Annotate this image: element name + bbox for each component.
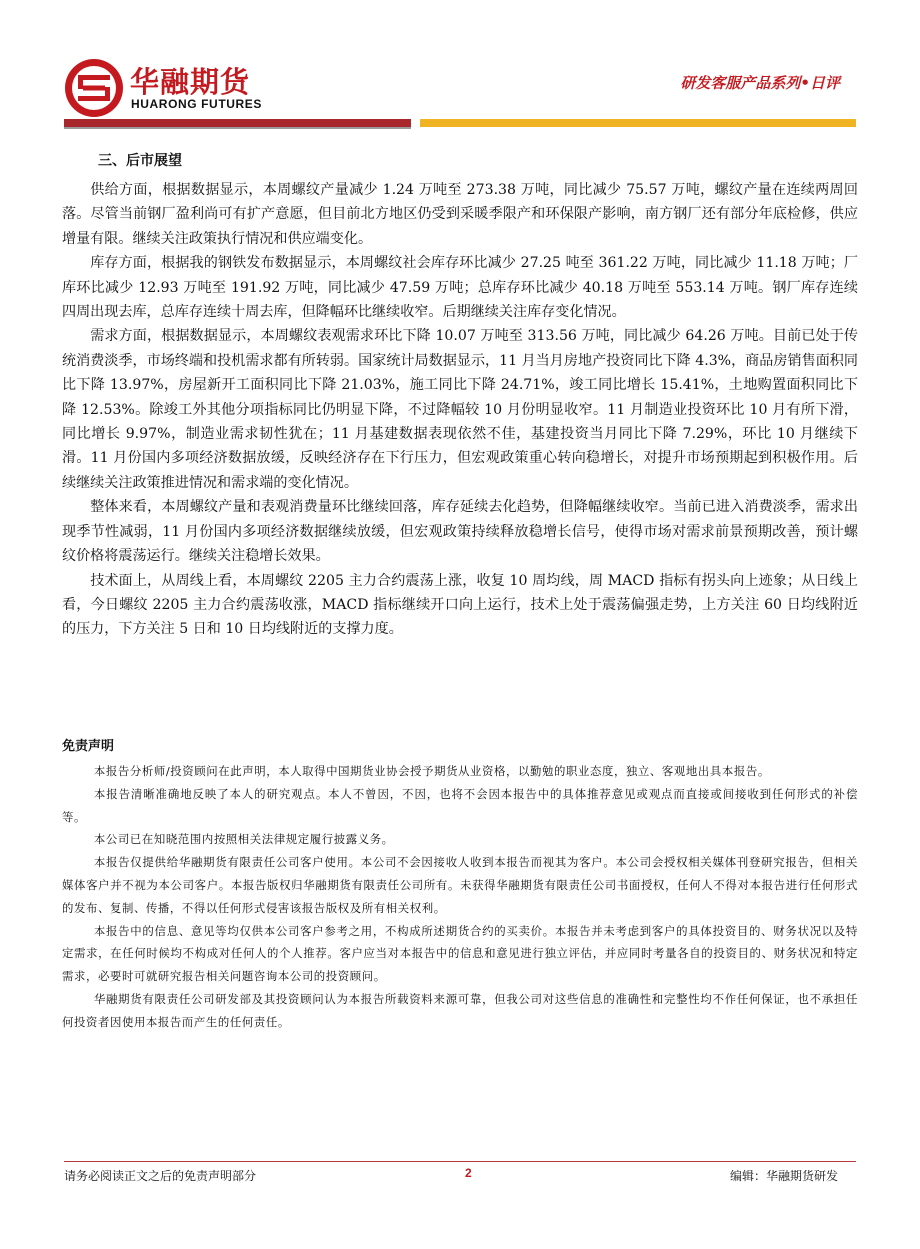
disclaimer-paragraph: 本报告中的信息、意见等均仅供本公司客户参考之用，不构成所述期货合约的买卖价。本报告并未考虑到客户的具体投资目的、财务状况以及特定需求，在任何时候均不构成对任何人的个人推荐。客户应当对本报告中的信息和意见进行独立评估，并应同时考量各自的投资目的、财务状况和特定需求，必要时可就研究报告相关问题咨询本公司的投资顾问。 bbox=[62, 923, 858, 984]
paragraph-inventory: 库存方面，根据我的钢铁发布数据显示，本周螺纹社会库存环比减少 27.25 吨至 361.22 万吨，同比减少 11.18 万吨；厂库环比减少 12.93 万吨至 191.92 万吨，同比减少 47.59 万吨；总库存环比减少 40.18 万吨至 553.14 万吨。钢厂库存连续四周出现去库，总库存连续十周去库，但降幅环比继续收窄。后期继续关注库存变化情况。 bbox=[62, 255, 858, 321]
brand-name-en: HUARONG FUTURES bbox=[131, 97, 262, 111]
page-number: 2 bbox=[465, 1166, 472, 1180]
footer-editor: 编辑：华融期货研发 bbox=[729, 1169, 838, 1183]
huarong-logo-icon bbox=[64, 58, 124, 118]
header-underline bbox=[64, 127, 411, 129]
disclaimer-paragraph: 本报告仅提供给华融期货有限责任公司客户使用。本公司不会因接收人收到本报告而视其为客户。本公司会授权相关媒体刊登研究报告，但相关媒体客户并不视为本公司客户。本报告版权归华融期货有限责任公司所有。未获得华融期货有限责任公司书面授权，任何人不得对本报告进行任何形式的发布、复制、传播，不得以任何形式侵害该报告版权及所有相关权利。 bbox=[62, 855, 858, 915]
paragraph-overall: 整体来看，本周螺纹产量和表观消费量环比继续回落，库存延续去化趋势，但降幅继续收窄。当前已进入消费淡季，需求出现季节性减弱，11 月份国内多项经济数据继续放缓，但宏观政策持续释放稳增长信号，使得市场对需求前景预期改善，预计螺纹价格将震荡运行。继续关注稳增长效果。 bbox=[62, 499, 858, 565]
brand-name-cn: 华融期货 bbox=[130, 65, 251, 99]
paragraph-supply: 供给方面，根据数据显示，本周螺纹产量减少 1.24 万吨至 273.38 万吨，同比减少 75.57 万吨，螺纹产量在连续两周回落。尽管当前钢厂盈利尚可有扩产意愿，但目前北方地区仍受到采暖季限产和环保限产影响，南方钢厂还有部分年底检修，供应增量有限。继续关注政策执行情况和供应端变化。 bbox=[62, 182, 858, 247]
header-bar-gold bbox=[420, 119, 856, 127]
page-header bbox=[0, 0, 920, 130]
disclaimer-paragraph: 本报告分析师/投资顾问在此声明，本人取得中国期货业协会授予期货从业资格，以勤勉的职业态度，独立、客观地出具本报告。 bbox=[93, 764, 770, 778]
footer-divider bbox=[64, 1161, 856, 1162]
report-series: 研发客服产品系列•日评 bbox=[680, 74, 840, 92]
disclaimer-title: 免责声明 bbox=[62, 739, 115, 754]
section-title: 三、后市展望 bbox=[98, 153, 182, 169]
paragraph-demand: 需求方面，根据数据显示，本周螺纹表观需求环比下降 10.07 万吨至 313.56 万吨，同比减少 64.26 万吨。目前已处于传统消费淡季，市场终端和投机需求都有所转弱。国家统计局数据显示，11 月当月房地产投资同比下降 4.3%，商品房销售面积同比下降 13.97%，房屋新开工面积同比下降 21.03%，施工同比下降 24.71%，竣工同比增长 15.41%，土地购置面积同比下降 12.53%。除竣工外其他分项指标同比仍明显下降，不过降幅较 10 月份明显收窄。11 月制造业投资环比 10 月有所下滑，同比增长 9.97%，制造业需求韧性犹在；11 月基建数据表现依然不佳，基建投资当月同比下降 7.29%，环比 10 月继续下滑。11 月份国内多项经济数据放缓，反映经济存在下行压力，但宏观政策重心转向稳增长，对提升市场预期起到积极作用。后续继续关注政策推进情况和需求端的变化情况。 bbox=[62, 328, 858, 491]
disclaimer-paragraph: 本报告清晰准确地反映了本人的研究观点。本人不曾因，不因，也将不会因本报告中的具体推荐意见或观点而直接或间接收到任何形式的补偿等。 bbox=[62, 786, 858, 824]
header-bar-red bbox=[64, 119, 411, 127]
footer-notice: 请务必阅读正文之后的免责声明部分 bbox=[64, 1169, 257, 1183]
paragraph-technical: 技术面上，从周线上看，本周螺纹 2205 主力合约震荡上涨，收复 10 周均线，周 MACD 指标有拐头向上迹象；从日线上看，今日螺纹 2205 主力合约震荡收涨，MACD 指标继续开口向上运行，技术上处于震荡偏强走势，上方关注 60 日均线附近的压力，下方关注 5 日和 10 日均线附近的支撑力度。 bbox=[62, 572, 858, 638]
disclaimer-section bbox=[62, 736, 858, 1034]
outlook-section bbox=[62, 150, 858, 642]
disclaimer-paragraph: 本公司已在知晓范围内按照相关法律规定履行披露义务。 bbox=[93, 832, 394, 847]
disclaimer-paragraph: 华融期货有限责任公司研发部及其投资顾问认为本报告所载资料来源可靠，但我公司对这些信息的准确性和完整性均不作任何保证，也不承担任何投资者因使用本报告而产生的任何责任。 bbox=[62, 991, 858, 1029]
